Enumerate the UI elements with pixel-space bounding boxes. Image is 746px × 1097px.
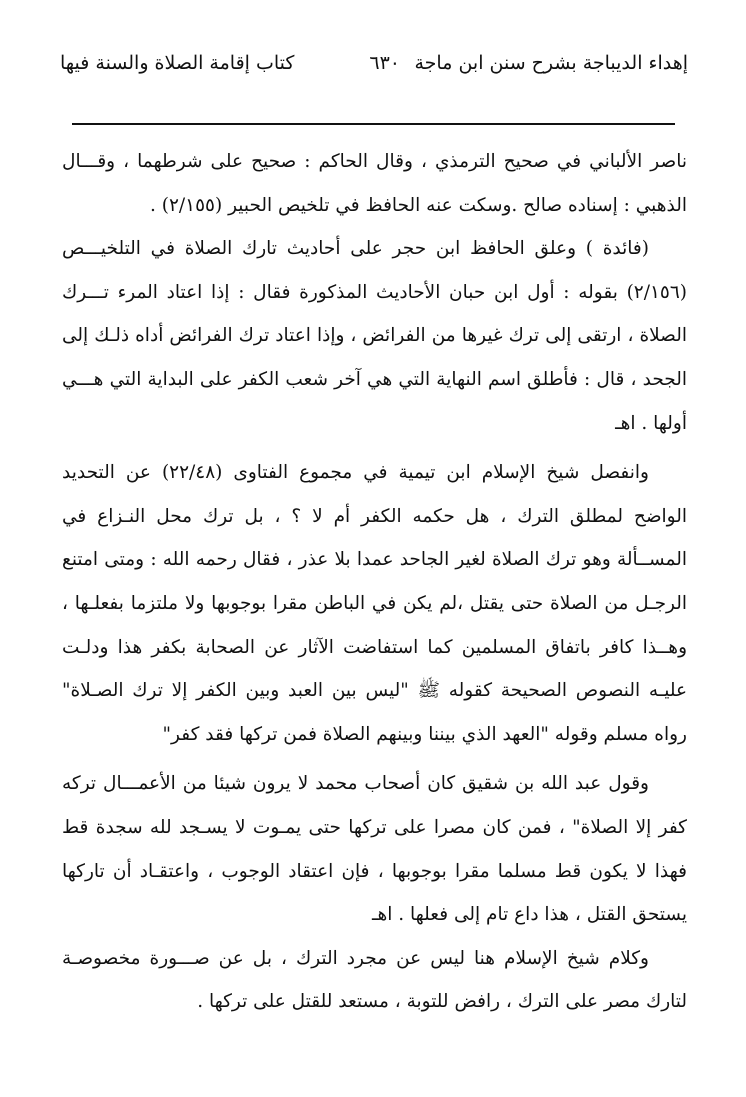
page-number: ٦٣٠ [369,52,400,74]
paragraph-abdullah-ibn-shaqiq: وقول عبد الله بن شقيق كان أصحاب محمد لا يرون شيئا من الأعمـــال تركه كفر إلا الصلاة" ، فمن كان مصرا على تركها حتى يمـوت لا يسـجد لله سجدة قط فهذا لا يكون قط مسلما مقرا بوجوبها ، فإن اعتقاد الوجوب ، واعتقـاد أن تاركها يستحق القتل ، هذا داع تام إلى فعلها . اهـ [62,773,687,926]
book-title: إهداء الديباجة بشرح سنن ابن ماجة [414,52,688,74]
header-rule [72,123,675,125]
page-body [62,140,687,1024]
paragraph-ibn-taymiyya: وانفصل شيخ الإسلام ابن تيمية في مجموع الفتاوى (٢٢/٤٨) عن التحديد الواضح لمطلق الترك ، هل حكمه الكفر أم لا ؟ ، بل ترك محل النـزاع في المســألة وهو ترك الصلاة لغير الجاحد عمدا بلا عذر ، فقال رحمه الله : ومتى امتنع الرجـل من الصلاة حتى يقتل ،لم يكن في الباطن مقرا بوجوبها ولا ملتزما بفعلـها ، وهــذا كافر باتفاق المسلمين كما استفاضت الآثار عن الصحابة بكفر هذا ودلـت عليـه النصوص الصحيحة كقوله ﷺ "ليس بين العبد وبين الكفر إلا ترك الصـلاة" رواه مسلم وقوله "العهد الذي بيننا وبينهم الصلاة فمن تركها فقد كفر" [62,462,687,745]
paragraph-hadith-grading: ناصر الألباني في صحيح الترمذي ، وقال الحاكم : صحيح على شرطهما ، وقـــال الذهبي : إسناده صالح .وسكت عنه الحافظ في تلخيص الحبير (٢/١٥٥) . [62,151,687,216]
chapter-title: كتاب إقامة الصلاة والسنة فيها [60,52,295,74]
paragraph-conclusion: وكلام شيخ الإسلام هنا ليس عن مجرد الترك ، بل عن صـــورة مخصوصـة لتارك مصر على الترك ، رافض للتوبة ، مستعد للقتل على تركها . [62,947,687,1013]
paragraph-fayda-ibn-hajar: (فائدة ) وعلق الحافظ ابن حجر على أحاديث تارك الصلاة في التلخيـــص (٢/١٥٦) بقوله : أول ابن حبان الأحاديث المذكورة فقال : إذا اعتاد المرء تـــرك الصلاة ، ارتقى إلى ترك غيرها من الفرائض ، وإذا اعتاد ترك الفرائض أداه ذلـك إلى الجحد ، قال : فأطلق اسم النهاية التي هي آخر شعب الكفر على البداية التي هـــي أولها . اهـ [62,238,687,434]
running-header [60,52,688,92]
